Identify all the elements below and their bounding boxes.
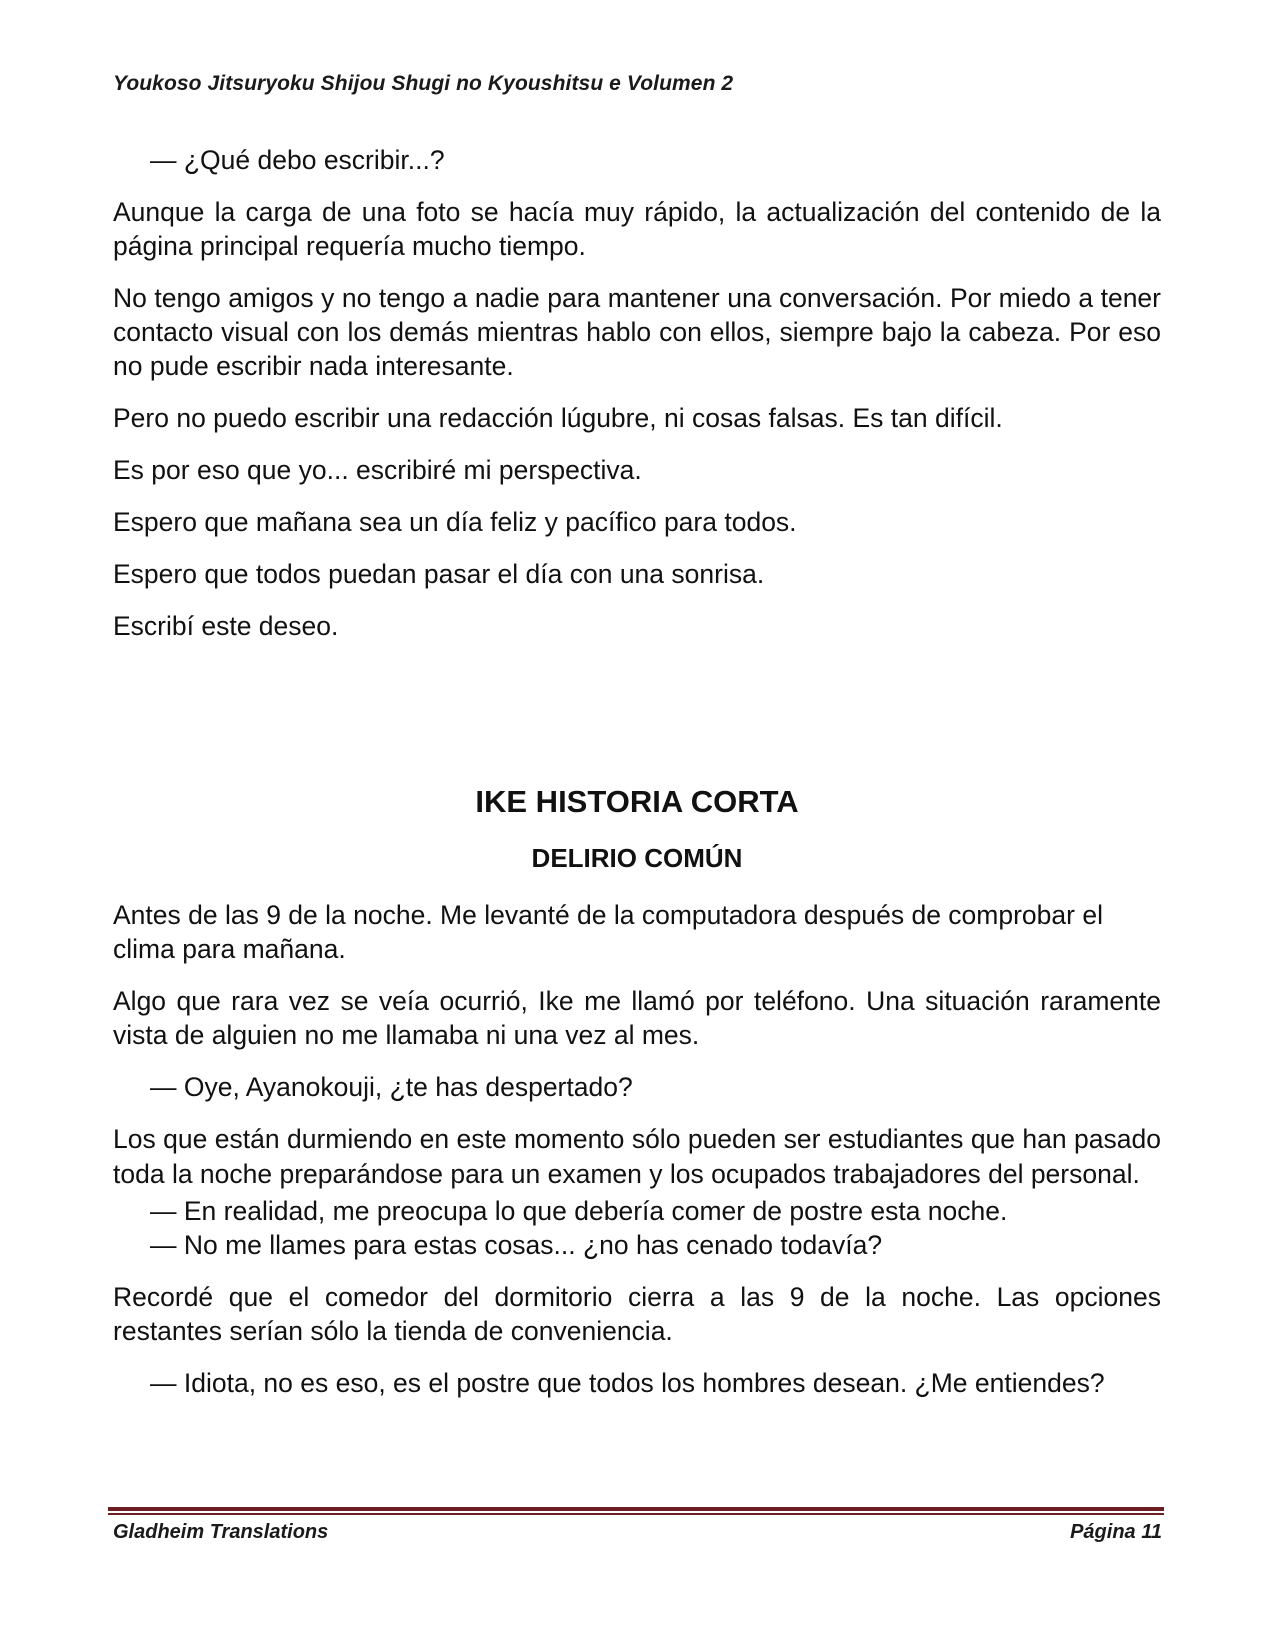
paragraph: Es por eso que yo... escribiré mi perspectiva. — [113, 455, 642, 485]
paragraph: Espero que mañana sea un día feliz y pacífico para todos. — [113, 507, 797, 537]
footer-page-number: Página 11 — [1070, 1521, 1162, 1543]
dialogue-line: — Idiota, no es eso, es el postre que todos los hombres desean. ¿Me entiendes? — [150, 1368, 1105, 1398]
dialogue-line: — ¿Qué debo escribir...? — [150, 145, 445, 175]
paragraph: Recordé que el comedor del dormitorio cierra a las 9 de la noche. Las opciones restantes serían sólo la tienda de conveniencia. — [113, 1282, 1161, 1346]
section-title: IKE HISTORIA CORTA — [475, 784, 799, 819]
section-subtitle: DELIRIO COMÚN — [531, 843, 743, 873]
dialogue-line: — No me llames para estas cosas... ¿no has cenado todavía? — [150, 1230, 883, 1260]
paragraph: Antes de las 9 de la noche. Me levanté de la computadora después de comprobar el clima para mañana. — [113, 900, 1103, 964]
footer-rule — [108, 1507, 1164, 1515]
footer-publisher: Gladheim Translations — [113, 1521, 329, 1543]
paragraph: Los que están durmiendo en este momento sólo pueden ser estudiantes que han pasado toda la noche preparándose para un examen y los ocupados trabajadores del personal. — [113, 1124, 1161, 1189]
paragraph: Aunque la carga de una foto se hacía muy rápido, la actualización del contenido de la página principal requería mucho tiempo. — [113, 197, 1161, 261]
paragraph: Espero que todos puedan pasar el día con una sonrisa. — [113, 559, 765, 589]
section-1 — [113, 143, 1161, 643]
paragraph: Escribí este deseo. — [113, 611, 339, 641]
section-2 — [113, 898, 1161, 1400]
paragraph: No tengo amigos y no tengo a nadie para mantener una conversación. Por miedo a tener contacto visual con los demás mientras hablo con ellos, siempre bajo la cabeza. Por eso no pude escribir nada interesante. — [113, 283, 1161, 381]
running-header-title: Youkoso Jitsuryoku Shijou Shugi no Kyoushitsu e Volumen 2 — [113, 72, 734, 95]
dialogue-line: — En realidad, me preocupa lo que debería comer de postre esta noche. — [150, 1196, 1008, 1226]
paragraph: Algo que rara vez se veía ocurrió, Ike me llamó por teléfono. Una situación raramente vista de alguien no me llamaba ni una vez al mes. — [113, 986, 1161, 1050]
dialogue-line: — Oye, Ayanokouji, ¿te has despertado? — [150, 1072, 633, 1102]
paragraph: Pero no puedo escribir una redacción lúgubre, ni cosas falsas. Es tan difícil. — [113, 403, 1003, 433]
